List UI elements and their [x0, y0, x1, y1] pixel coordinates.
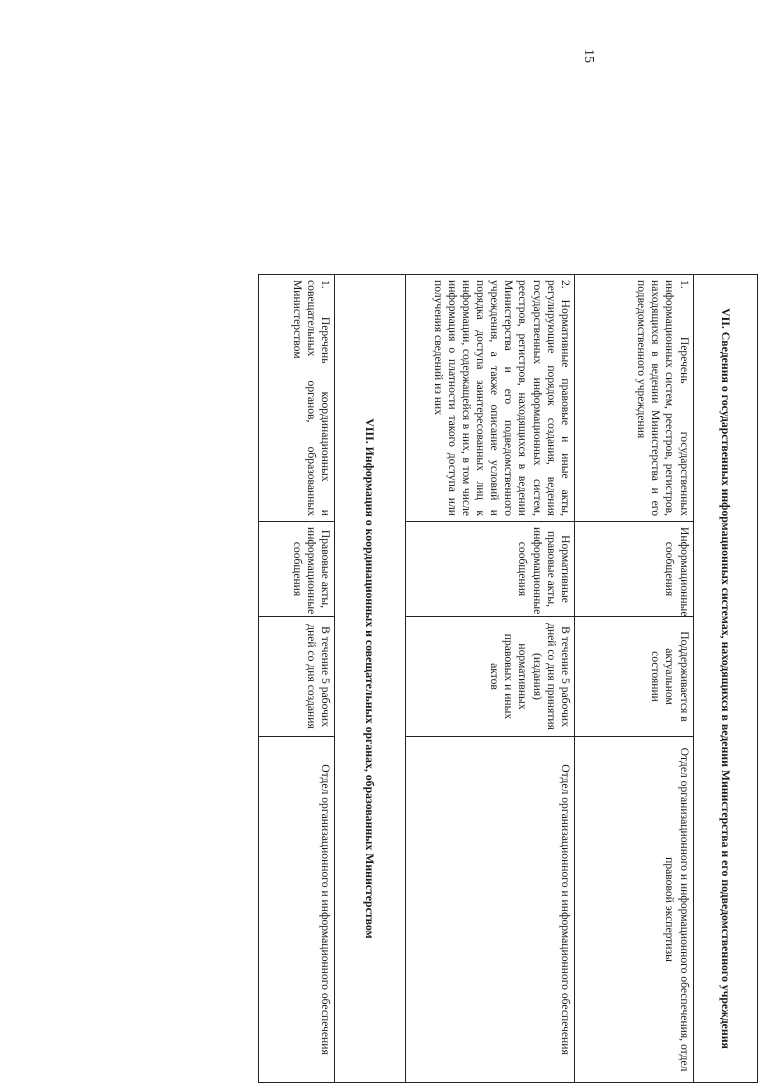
table-row	[405, 275, 574, 1083]
section-vii-header	[693, 275, 757, 1083]
page-number: 15	[581, 49, 596, 63]
row-name: 1. Перечень координационных и совещательных органов, образованных Министерством	[259, 275, 335, 522]
row-term: Поддерживается в актуальном состоянии	[574, 617, 693, 737]
document-page	[258, 274, 758, 1082]
row-name: 1. Перечень государственных информационных систем, реестров, регистров, находящихся в ведении Министерства и его подведомственного учреждения	[574, 275, 693, 522]
row-responsible: Отдел организационного и информационного обеспечения	[405, 737, 574, 1083]
section-viii-header	[335, 275, 405, 1083]
row-responsible: Отдел организационного и информационного обеспечения	[259, 737, 335, 1083]
row-form: Нормативные правовые акты, информационные сообщения	[405, 522, 574, 617]
row-name: 2. Нормативные правовые и иные акты, регулирующие порядок создания, ведения государственных информационных систем, реестров, регистров, находящихся в ведении Министерства и его подведомственного учреждения, а также описание условий и порядка доступа заинтересованных лиц к информации, содержащейся в них, в том числе информация о платности такого доступа или получения сведений из них	[405, 275, 574, 522]
section-vii-title: VII. Сведения о государственных информационных системах, находящихся в ведении Министерства и его подведомственного учреждения	[693, 275, 757, 1083]
section-viii-title: VIII. Информация о координационных и совещательных органах, образованных Министерством	[335, 275, 405, 1083]
disclosure-table	[258, 274, 758, 1083]
row-term: В течение 5 рабочих дней со дня создания	[259, 617, 335, 737]
row-responsible: Отдел организационного и информационного обеспечения, отдел правовой экспертизы	[574, 737, 693, 1083]
row-form: Правовые акты, информационные сообщения	[259, 522, 335, 617]
row-form: Информационные сообщения	[574, 522, 693, 617]
table-row	[574, 275, 693, 1083]
row-term: В течение 5 рабочих дней со дня принятия (издания) нормативных правовых и иных актов	[405, 617, 574, 737]
table-row	[259, 275, 335, 1083]
